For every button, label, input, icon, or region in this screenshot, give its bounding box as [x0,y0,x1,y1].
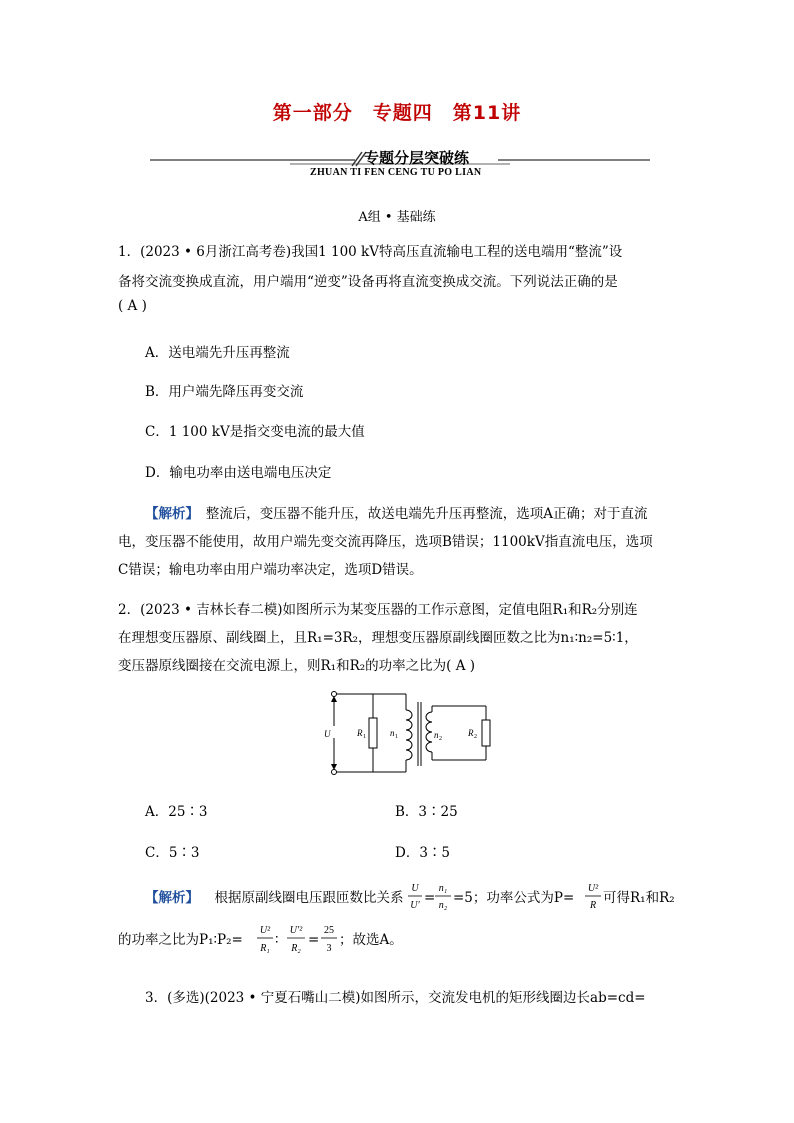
q2-line3: 变压器原线圈接在交流电源上，则R₁和R₂的功率之比为( A ) [118,658,476,674]
frac6-num: 25 [324,925,334,936]
q1-analysis-line2: 电，变压器不能使用，故用户端先变交流再降压，选项B错误；1100kV指直流电压，选项 [118,534,653,550]
label-n2: n [434,730,439,740]
q1-option-b: B．用户端先降压再变交流 [145,384,304,400]
q2-analysis-text4: 的功率之比为P₁∶P₂= [118,932,243,948]
q1-analysis-text1: 整流后，变压器不能升压，故送电端先升压再整流，选项A正确；对于直流 [192,506,648,522]
q1-line3: ( A ) [118,298,147,314]
q3-line1: 3．(多选)(2023 • 宁夏石嘴山二模)如图所示，交流发电机的矩形线圈边长ab=cd= [145,990,646,1006]
svg-text:=: = [424,890,436,906]
q1-analysis-line1 [145,502,648,522]
frac4-num: U² [259,925,271,936]
q2-option-b: B．3∶25 [395,804,458,820]
q1-option-d: D．输电功率由送电端电压决定 [145,465,332,481]
label-r2: R [468,728,474,738]
frac4-den: R₁ [260,943,270,954]
svg-text:∶: ∶ [275,932,279,948]
q1-option-a: A．送电端先升压再整流 [145,345,290,361]
q2-analysis-line2 [118,918,638,960]
frac3-den: R [589,900,597,911]
q2-analysis-text2: =5；功率公式为P= [453,890,575,906]
transformer-circuit-diagram [320,688,500,780]
q2-analysis-text1: 根据原副线圈电压跟匝数比关系 [201,890,404,906]
q2-line2: 在理想变压器原、副线圈上，且R₁=3R₂，理想变压器原副线圈匝数之比为n₁∶n₂=5∶1， [118,630,638,646]
page-title: 第一部分 专题四 第11讲 [272,102,522,124]
frac2-num: n₁ [438,883,448,894]
label-r1-sub: 1 [363,734,366,740]
frac6-den: 3 [326,943,332,954]
label-r1: R [357,728,363,738]
analysis-tag: 【解析】 [145,506,193,522]
frac3-num: U² [587,883,599,894]
q2-analysis-text5: ；故选A。 [339,932,403,948]
label-u: U [324,729,331,739]
q2-analysis-line1 [145,876,685,916]
q1-analysis-line3: C错误；输电功率由用户端功率决定，选项D错误。 [118,562,423,578]
label-n1: n [390,728,395,738]
frac1-den: U′ [410,900,420,911]
q2-option-c: C．5∶3 [145,845,200,861]
q2-analysis-text3: 可得R₁和R₂ [603,890,675,906]
frac5-den: R₂ [291,943,301,954]
q1-option-c: C．1 100 kV是指交变电流的最大值 [145,424,365,440]
label-n2-sub: 2 [439,736,442,742]
q1-line1: 1．(2023 • 6月浙江高考卷)我国1 100 kV特高压直流输电工程的送电端用“整流”设 [118,244,623,260]
frac1-num: U [411,883,419,894]
svg-text:=: = [308,932,320,948]
q2-line1: 2．(2023 • 吉林长春二模)如图所示为某变压器的工作示意图，定值电阻R₁和R₂分别连 [118,602,638,618]
frac2-den: n₂ [438,900,448,911]
q2-option-a: A．25∶3 [145,804,208,820]
group-label: A组 • 基础练 [358,210,436,225]
frac5-num: U′² [289,925,303,936]
label-r2-sub: 2 [474,734,477,740]
banner-title: 专题分层突破练 [364,149,470,167]
banner-pinyin: ZHUAN TI FEN CENG TU PO LIAN [310,167,482,178]
q1-line2: 备将交流变换成直流，用户端用“逆变”设备再将直流变换成交流。下列说法正确的是 [118,274,618,290]
analysis-tag: 【解析】 [145,890,199,906]
label-n1-sub: 1 [395,734,398,740]
q2-option-d: D．3∶5 [395,845,451,861]
